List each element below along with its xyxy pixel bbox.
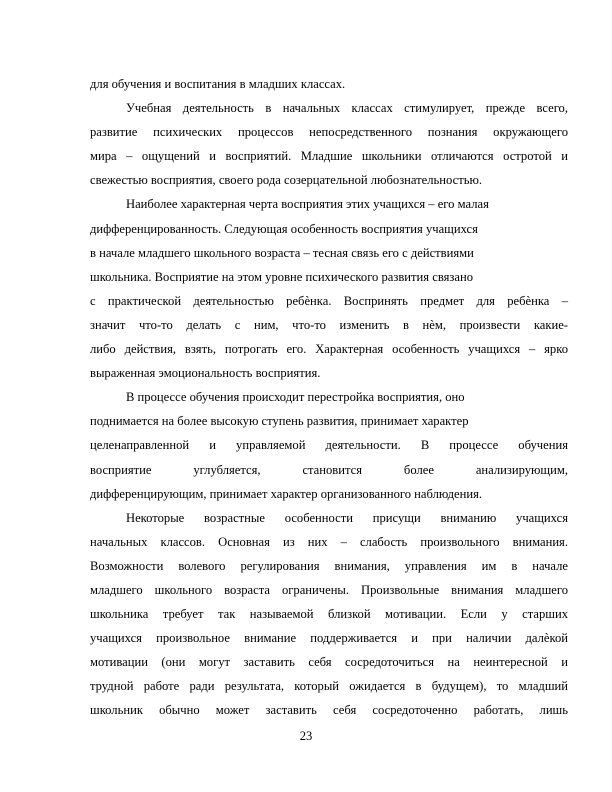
text-line-3: развитие психических процессов непосредственного познания окружающего xyxy=(90,125,568,140)
text-line-6: Наиболее характерная черта восприятия этих учащихся – его малая xyxy=(126,197,489,212)
text-line-11: значит что-то делать с ним, что-то изменить в нѐм, произвести какие- xyxy=(90,317,568,332)
text-line-27: школьник обычно может заставить себя сосредоточенно работать, лишь xyxy=(90,703,568,718)
document-body xyxy=(90,72,568,723)
text-line-14: В процессе обучения происходит перестройка восприятия, оно xyxy=(126,390,465,405)
text-line-16: целенаправленной и управляемой деятельности. В процессе обучения xyxy=(90,438,568,453)
text-line-8: в начале младшего школьного возраста – тесная связь его с действиями xyxy=(90,245,474,260)
text-line-9: школьника. Восприятие на этом уровне психического развития связано xyxy=(90,269,473,284)
text-line-23: школьника требует так называемой близкой мотивации. Если у старших xyxy=(90,607,568,622)
text-line-4: мира – ощущений и восприятий. Младшие школьники отличаются остротой и xyxy=(90,149,568,164)
text-line-20: начальных классов. Основная из них – слабость произвольного внимания. xyxy=(90,534,568,549)
text-line-26: трудной работе ради результата, который ожидается в будущем), то младший xyxy=(90,679,568,694)
text-line-18: дифференцирующим, принимает характер организованного наблюдения. xyxy=(90,486,483,501)
text-line-10: с практической деятельностью ребѐнка. Воспринять предмет для ребѐнка – xyxy=(90,293,568,308)
text-line-2: Учебная деятельность в начальных классах стимулирует, прежде всего, xyxy=(126,101,568,116)
text-line-24: учащихся произвольное внимание поддерживается и при наличии далѐкой xyxy=(90,631,568,646)
text-line-21: Возможности волевого регулирования внимания, управления им в начале xyxy=(90,558,568,573)
page-number: 23 xyxy=(299,729,313,743)
text-line-17: восприятие углубляется, становится более анализирующим, xyxy=(90,462,568,477)
text-line-12: либо действия, взять, потрогать его. Характерная особенность учащихся – ярко xyxy=(90,342,568,357)
text-line-22: младшего школьного возраста ограничены. Произвольные внимания младшего xyxy=(90,582,568,597)
text-line-19: Некоторые возрастные особенности присущи вниманию учащихся xyxy=(126,510,568,525)
text-line-15: поднимается на более высокую ступень развития, принимает характер xyxy=(90,414,469,429)
text-line-7: дифференцированность. Следующая особенность восприятия учащихся xyxy=(90,221,478,236)
text-line-5: свежестью восприятия, своего рода созерцательной любознательностью. xyxy=(90,173,483,188)
text-line-13: выраженная эмоциональность восприятия. xyxy=(90,366,321,381)
text-line-25: мотивации (они могут заставить себя сосредоточиться на неинтересной и xyxy=(90,655,568,670)
text-line-1: для обучения и воспитания в младших классах. xyxy=(90,77,346,91)
